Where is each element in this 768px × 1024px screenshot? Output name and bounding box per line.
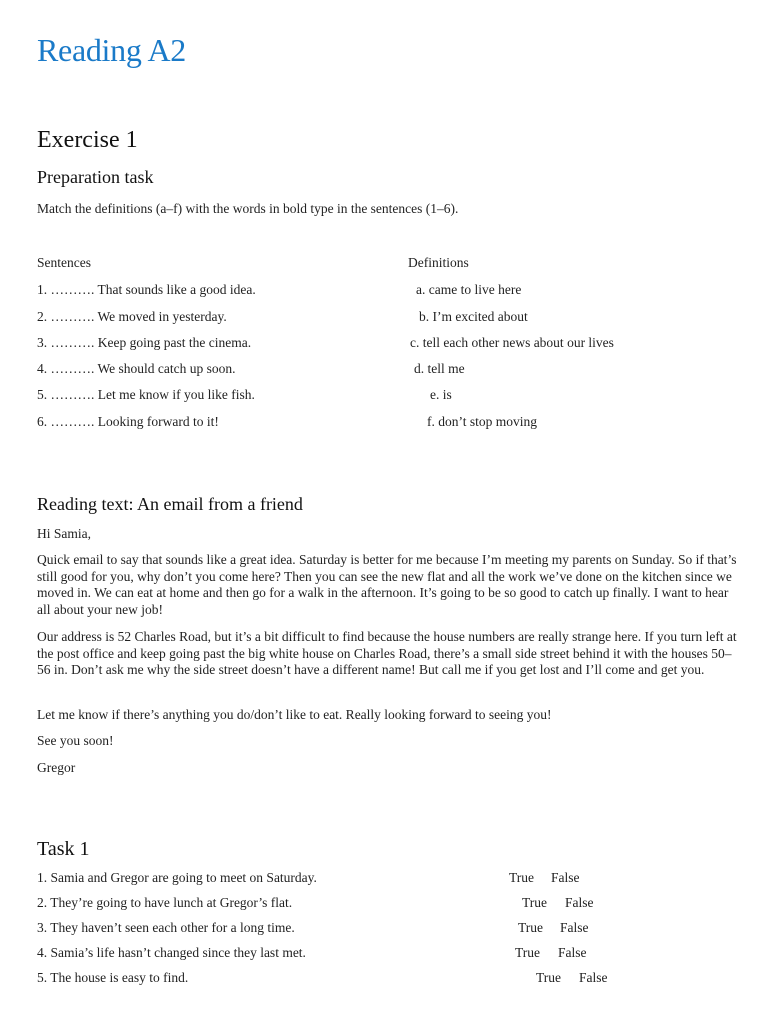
task-statement: 4. Samia’s life hasn’t changed since they last met. [37,945,306,960]
true-option[interactable]: True [515,945,541,960]
email-greeting: Hi Samia, [37,526,91,541]
sentences-column-header: Sentences [37,255,91,270]
definition-item: e. is [430,387,452,402]
exercise-heading: Exercise 1 [37,127,138,153]
sentence-item: 6. ………. Looking forward to it! [37,414,219,429]
definition-item: b. I’m excited about [419,309,528,324]
email-paragraph-2: Our address is 52 Charles Road, but it’s a bit difficult to find because the house numbers are really strange here. If you turn left at the post office and keep going past the big white house on Charles Road, there’s a small side street behind it with the houses 50–56 in. Don’t ask me why the side street doesn’t have a different name! But call me if you get lost and I’ll come and get you. [37,629,737,677]
task-statement: 3. They haven’t seen each other for a long time. [37,920,295,935]
email-paragraph-1: Quick email to say that sounds like a great idea. Saturday is better for me because I’m meeting my parents on Sunday. So if that’s still good for you, why don’t you come here? Then you can see the new flat and all the work we’ve done on the kitchen since we moved in. We can eat at home and then go for a walk in the afternoon. It’s going to be so good to catch up finally. I want to hear all about your new job! [37,552,737,617]
task-statement: 1. Samia and Gregor are going to meet on Saturday. [37,870,317,885]
definition-item: c. tell each other news about our lives [410,335,614,350]
task-row [37,970,737,988]
true-option[interactable]: True [536,970,562,985]
sentence-item: 4. ………. We should catch up soon. [37,361,236,376]
definition-item: d. tell me [414,361,465,376]
task-row [37,870,737,888]
prep-heading: Preparation task [37,167,154,187]
true-option[interactable]: True [522,895,548,910]
definition-item: a. came to live here [416,282,522,297]
task1-heading: Task 1 [37,838,90,860]
sentence-item: 5. ………. Let me know if you like fish. [37,387,255,402]
reading-heading: Reading text: An email from a friend [37,494,303,514]
task-statement: 5. The house is easy to find. [37,970,189,985]
true-option[interactable]: True [509,870,535,885]
sentence-item: 2. ………. We moved in yesterday. [37,309,227,324]
false-option[interactable]: False [565,895,594,910]
false-option[interactable]: False [558,945,587,960]
email-paragraph-3: Let me know if there’s anything you do/don’t like to eat. Really looking forward to seeing you! [37,707,552,722]
false-option[interactable]: False [551,870,580,885]
definitions-column-header: Definitions [408,255,469,270]
page-title: Reading A2 [37,32,186,68]
task-row [37,895,737,913]
sentence-item: 3. ………. Keep going past the cinema. [37,335,252,350]
prep-instruction: Match the definitions (a–f) with the words in bold type in the sentences (1–6). [37,201,459,216]
definition-item: f. don’t stop moving [427,414,538,429]
email-signoff: See you soon! [37,733,114,748]
task-row [37,945,737,963]
false-option[interactable]: False [560,920,589,935]
sentence-item: 1. ………. That sounds like a good idea. [37,282,256,297]
true-option[interactable]: True [518,920,544,935]
email-sender-name: Gregor [37,760,76,775]
task-statement: 2. They’re going to have lunch at Gregor’s flat. [37,895,293,910]
false-option[interactable]: False [579,970,608,985]
task-row [37,920,737,938]
